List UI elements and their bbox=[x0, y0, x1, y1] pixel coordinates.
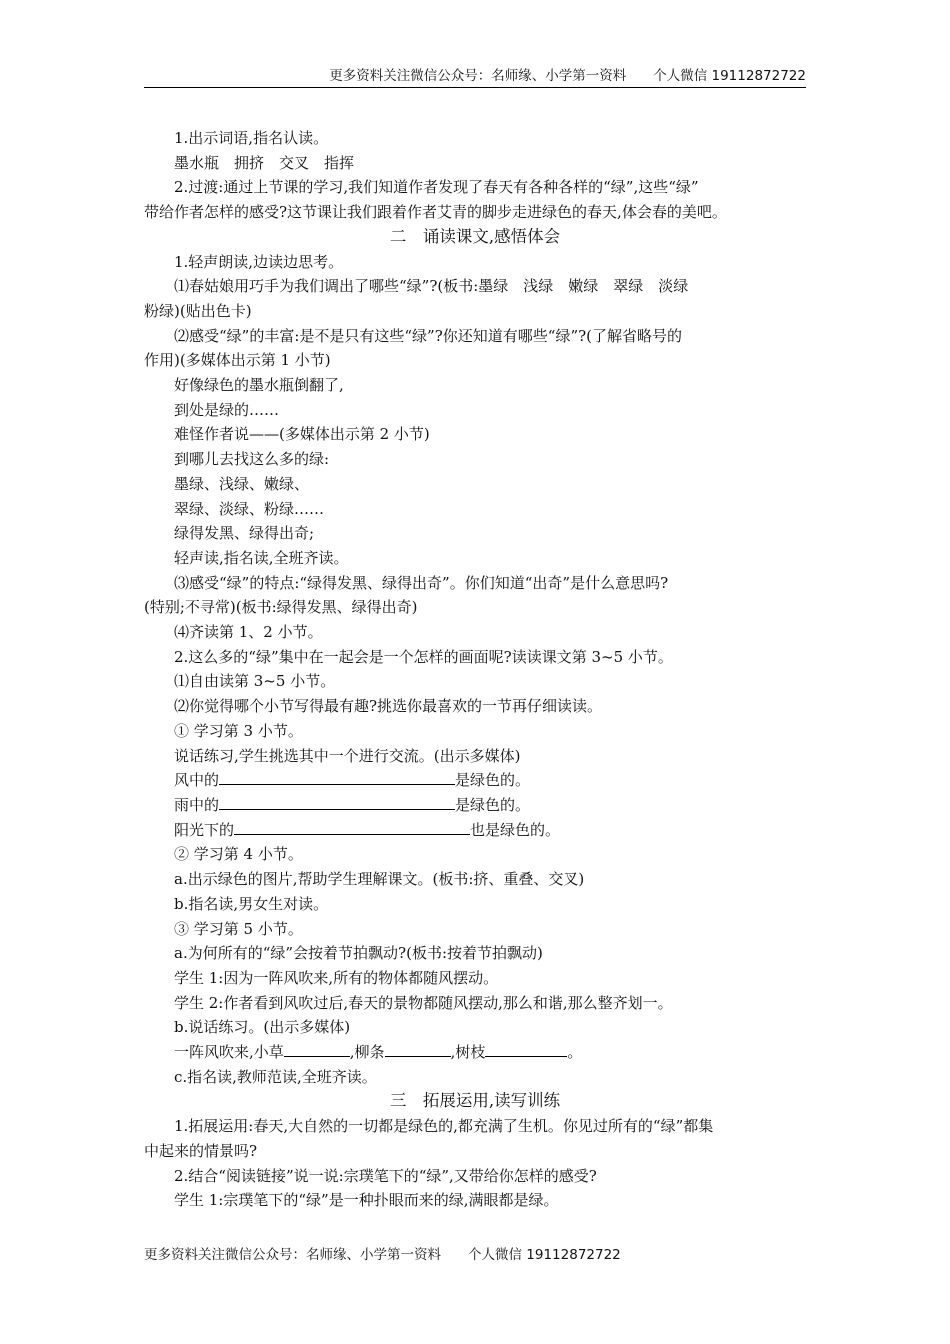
fill-blank-text: ,柳条 bbox=[349, 1043, 385, 1062]
paragraph: ⑵感受“绿”的丰富:是不是只有这些“绿”?你还知道有哪些“绿”?(了解省略号的 bbox=[174, 326, 683, 345]
fill-blank-text: 。 bbox=[567, 1043, 583, 1062]
paragraph: ⑴自由读第 3~5 小节。 bbox=[174, 672, 336, 691]
fill-blank-line bbox=[144, 768, 806, 793]
paragraph: b.说话练习。(出示多媒体) bbox=[174, 1018, 351, 1037]
fill-blank-line bbox=[144, 818, 806, 843]
poem-line: 到处是绿的…… bbox=[174, 400, 280, 419]
paragraph: 难怪作者说——(多媒体出示第 2 小节) bbox=[174, 425, 430, 444]
fill-blank-text: 一阵风吹来,小草 bbox=[174, 1043, 284, 1062]
paragraph: 2.这么多的“绿”集中在一起会是一个怎样的画面呢?读读课文第 3~5 小节。 bbox=[174, 647, 673, 666]
paragraph: 学生 1:因为一阵风吹来,所有的物体都随风摆动。 bbox=[174, 968, 499, 987]
paragraph: ⑵你觉得哪个小节写得最有趣?挑选你最喜欢的一节再仔细读读。 bbox=[174, 697, 603, 716]
section-heading-2: 二 诵读课文,感悟体会 bbox=[389, 226, 561, 246]
poem-line: 绿得发黑、绿得出奇; bbox=[174, 524, 315, 543]
paragraph: a.为何所有的“绿”会按着节拍飘动?(板书:按着节拍飘动) bbox=[174, 944, 543, 963]
section-heading-3: 三 拓展运用,读写训练 bbox=[389, 1091, 561, 1111]
fill-blank-text: 阳光下的 bbox=[174, 820, 235, 839]
fill-blank-text: ,树枝 bbox=[450, 1043, 486, 1062]
fill-blank-text: 是绿色的。 bbox=[455, 795, 531, 814]
blank-underline bbox=[219, 794, 455, 810]
paragraph: ⑶感受“绿”的特点:“绿得发黑、绿得出奇”。你们知道“出奇”是什么意思吗? bbox=[174, 573, 669, 592]
paragraph: ⑷齐读第 1、2 小节。 bbox=[174, 623, 323, 642]
page-footer: 更多资料关注微信公众号：名师缘、小学第一资料 个人微信 19112872722 bbox=[144, 1247, 621, 1263]
paragraph: ⑴春姑娘用巧手为我们调出了哪些“绿”?(板书:墨绿 浅绿 嫩绿 翠绿 淡绿 bbox=[174, 277, 689, 296]
page-header: 更多资料关注微信公众号：名师缘、小学第一资料 个人微信 19112872722 bbox=[329, 68, 806, 84]
paragraph: ② 学习第 4 小节。 bbox=[174, 845, 303, 864]
poem-line: 好像绿色的墨水瓶倒翻了, bbox=[174, 376, 344, 395]
blank-underline bbox=[234, 819, 470, 835]
paragraph: 轻声读,指名读,全班齐读。 bbox=[174, 548, 349, 567]
blank-underline bbox=[219, 769, 455, 785]
paragraph: 1.轻声朗读,边读边思考。 bbox=[174, 252, 344, 271]
paragraph: 学生 1:宗璞笔下的“绿”是一种扑眼而来的绿,满眼都是绿。 bbox=[174, 1191, 559, 1210]
paragraph: c.指名读,教师范读,全班齐读。 bbox=[174, 1067, 377, 1086]
blank-underline bbox=[385, 1041, 451, 1057]
paragraph: 2.结合“阅读链接”说一说:宗璞笔下的“绿”,又带给你怎样的感受? bbox=[174, 1166, 597, 1185]
paragraph: 作用)(多媒体出示第 1 小节) bbox=[144, 351, 331, 370]
paragraph: ③ 学习第 5 小节。 bbox=[174, 919, 303, 938]
poem-line: 墨绿、浅绿、嫩绿、 bbox=[174, 474, 310, 493]
paragraph: (特别;不寻常)(板书:绿得发黑、绿得出奇) bbox=[144, 598, 418, 617]
paragraph: 2.过渡:通过上节课的学习,我们知道作者发现了春天有各种各样的“绿”,这些“绿” bbox=[174, 178, 699, 197]
blank-underline bbox=[485, 1041, 567, 1057]
paragraph: a.出示绿色的图片,帮助学生理解课文。(板书:挤、重叠、交叉) bbox=[174, 870, 585, 889]
fill-blank-text: 雨中的 bbox=[174, 795, 220, 814]
fill-blank-line bbox=[144, 793, 806, 818]
paragraph: 学生 2:作者看到风吹过后,春天的景物都随风摆动,那么和谐,那么整齐划一。 bbox=[174, 993, 673, 1012]
paragraph: 带给作者怎样的感受?这节课让我们跟着作者艾青的脚步走进绿色的春天,体会春的美吧。 bbox=[144, 203, 727, 222]
fill-blank-text: 风中的 bbox=[174, 771, 220, 790]
paragraph: 说话练习,学生挑选其中一个进行交流。(出示多媒体) bbox=[174, 746, 521, 765]
paragraph: 1.拓展运用:春天,大自然的一切都是绿色的,都充满了生机。你见过所有的“绿”都集 bbox=[174, 1117, 714, 1136]
paragraph: 粉绿)(贴出色卡) bbox=[144, 301, 252, 320]
paragraph: 中起来的情景吗? bbox=[144, 1141, 258, 1160]
paragraph: ① 学习第 3 小节。 bbox=[174, 721, 303, 740]
document-body bbox=[144, 126, 806, 1213]
poem-line: 翠绿、淡绿、粉绿…… bbox=[174, 499, 325, 518]
paragraph: b.指名读,男女生对读。 bbox=[174, 894, 329, 913]
fill-blank-text: 也是绿色的。 bbox=[470, 820, 561, 839]
fill-blank-text: 是绿色的。 bbox=[455, 771, 531, 790]
word-list: 墨水瓶 拥挤 交叉 指挥 bbox=[174, 153, 355, 172]
paragraph: 1.出示词语,指名认读。 bbox=[174, 129, 329, 147]
blank-underline bbox=[284, 1041, 350, 1057]
fill-blank-line bbox=[144, 1040, 806, 1065]
poem-line: 到哪儿去找这么多的绿: bbox=[174, 450, 330, 469]
header-rule bbox=[144, 87, 806, 88]
